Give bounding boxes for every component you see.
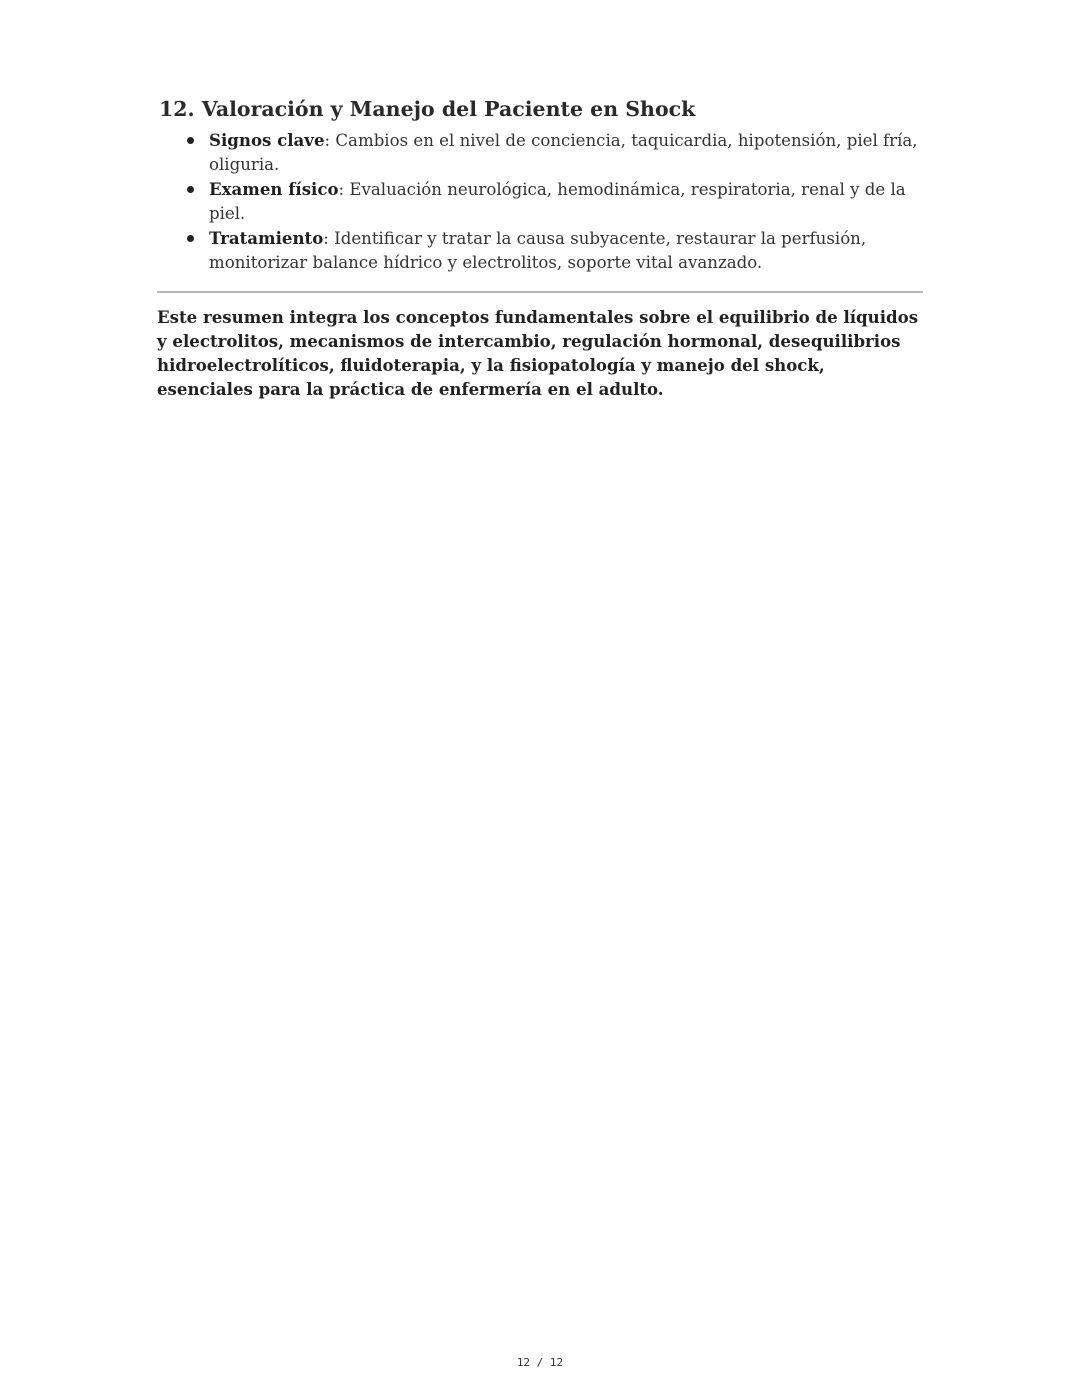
bullet-icon [187, 137, 194, 144]
list-item-term: Examen físico [209, 179, 339, 199]
section-heading: 12. Valoración y Manejo del Paciente en Shock [159, 97, 696, 121]
list-item-text: : Evaluación neurológica, hemodinámica, respiratoria, renal y de la piel. [209, 180, 906, 223]
horizontal-divider [157, 291, 923, 293]
list-item-term: Signos clave [209, 130, 325, 150]
list-item [209, 128, 923, 177]
list-item [209, 177, 923, 226]
summary-paragraph: Este resumen integra los conceptos fundamentales sobre el equilibrio de líquidos y electrolitos, mecanismos de intercambio, regulación hormonal, desequilibrios hidroelectrolíticos, fluidoterapia, y la fisiopatología y manejo del shock, esenciales para la práctica de enfermería en el adulto. [157, 307, 919, 399]
page-number: 12 / 12 [516, 1356, 564, 1369]
bullet-icon [187, 235, 194, 242]
document-page [157, 94, 923, 401]
bullet-icon [187, 186, 194, 193]
list-item-text: : Cambios en el nivel de conciencia, taquicardia, hipotensión, piel fría, oliguria. [209, 131, 918, 174]
bullet-list [157, 128, 923, 275]
list-item [209, 226, 923, 275]
list-item-term: Tratamiento [209, 228, 324, 248]
list-item-text: : Identificar y tratar la causa subyacente, restaurar la perfusión, monitorizar balance hídrico y electrolitos, soporte vital avanzado. [209, 229, 867, 272]
